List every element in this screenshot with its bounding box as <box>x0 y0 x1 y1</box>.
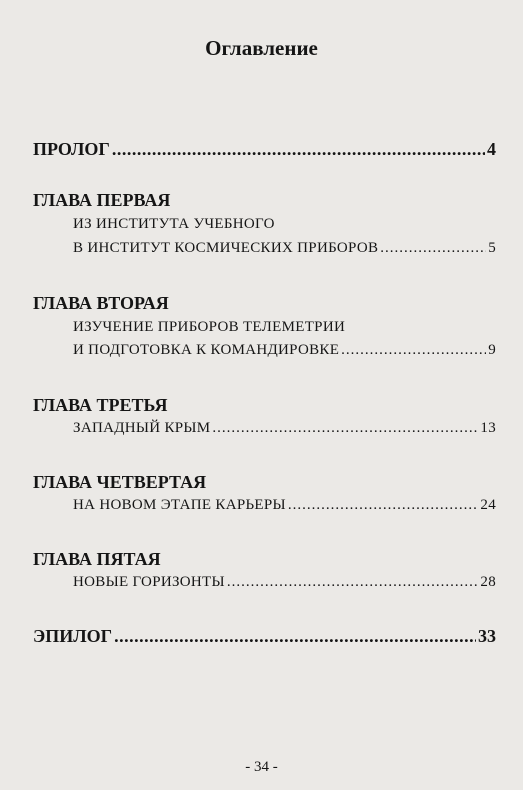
dot-leader <box>341 342 486 359</box>
chapter-title-line: И ПОДГОТОВКА К КОМАНДИРОВКЕ <box>73 342 340 358</box>
chapter-heading-4: ГЛАВА ЧЕТВЕРТАЯ <box>33 472 207 492</box>
entry-page: 5 <box>488 240 496 256</box>
chapter-heading-5: ГЛАВА ПЯТАЯ <box>33 549 161 569</box>
entry-page: 33 <box>478 626 496 646</box>
entry-page: 24 <box>480 497 496 513</box>
dot-leader <box>227 574 478 591</box>
toc-entry-prologue <box>33 139 496 160</box>
dot-leader <box>288 497 479 514</box>
toc-entry-chapter-3 <box>73 420 496 437</box>
dot-leader <box>114 626 476 647</box>
page-title: Оглавление <box>205 36 318 60</box>
toc-entry-chapter-2 <box>73 342 496 359</box>
chapter-title-line: ЗАПАДНЫЙ КРЫМ <box>73 420 211 436</box>
page-number: - 34 - <box>245 759 278 775</box>
toc-entry-epilogue <box>33 626 496 647</box>
entry-page: 13 <box>480 420 496 436</box>
dot-leader <box>212 420 478 437</box>
dot-leader <box>112 139 485 160</box>
toc-entry-chapter-5 <box>73 574 496 591</box>
chapter-heading-3: ГЛАВА ТРЕТЬЯ <box>33 395 168 415</box>
chapter-title-line: ИЗ ИНСТИТУТА УЧЕБНОГО <box>73 216 275 232</box>
entry-label: ЭПИЛОГ <box>33 626 113 646</box>
chapter-title-line: В ИНСТИТУТ КОСМИЧЕСКИХ ПРИБОРОВ <box>73 240 379 256</box>
entry-page: 9 <box>488 342 496 358</box>
chapter-heading-1: ГЛАВА ПЕРВАЯ <box>33 190 171 210</box>
dot-leader <box>380 240 486 257</box>
entry-page: 28 <box>480 574 496 590</box>
chapter-title-line: НОВЫЕ ГОРИЗОНТЫ <box>73 574 225 590</box>
entry-page: 4 <box>487 139 496 159</box>
chapter-title-line: НА НОВОМ ЭТАПЕ КАРЬЕРЫ <box>73 497 286 513</box>
chapter-heading-2: ГЛАВА ВТОРАЯ <box>33 293 169 313</box>
entry-label: ПРОЛОГ <box>33 139 110 159</box>
toc-entry-chapter-1 <box>73 240 496 257</box>
chapter-title-line: ИЗУЧЕНИЕ ПРИБОРОВ ТЕЛЕМЕТРИИ <box>73 319 346 335</box>
toc-entry-chapter-4 <box>73 497 496 514</box>
